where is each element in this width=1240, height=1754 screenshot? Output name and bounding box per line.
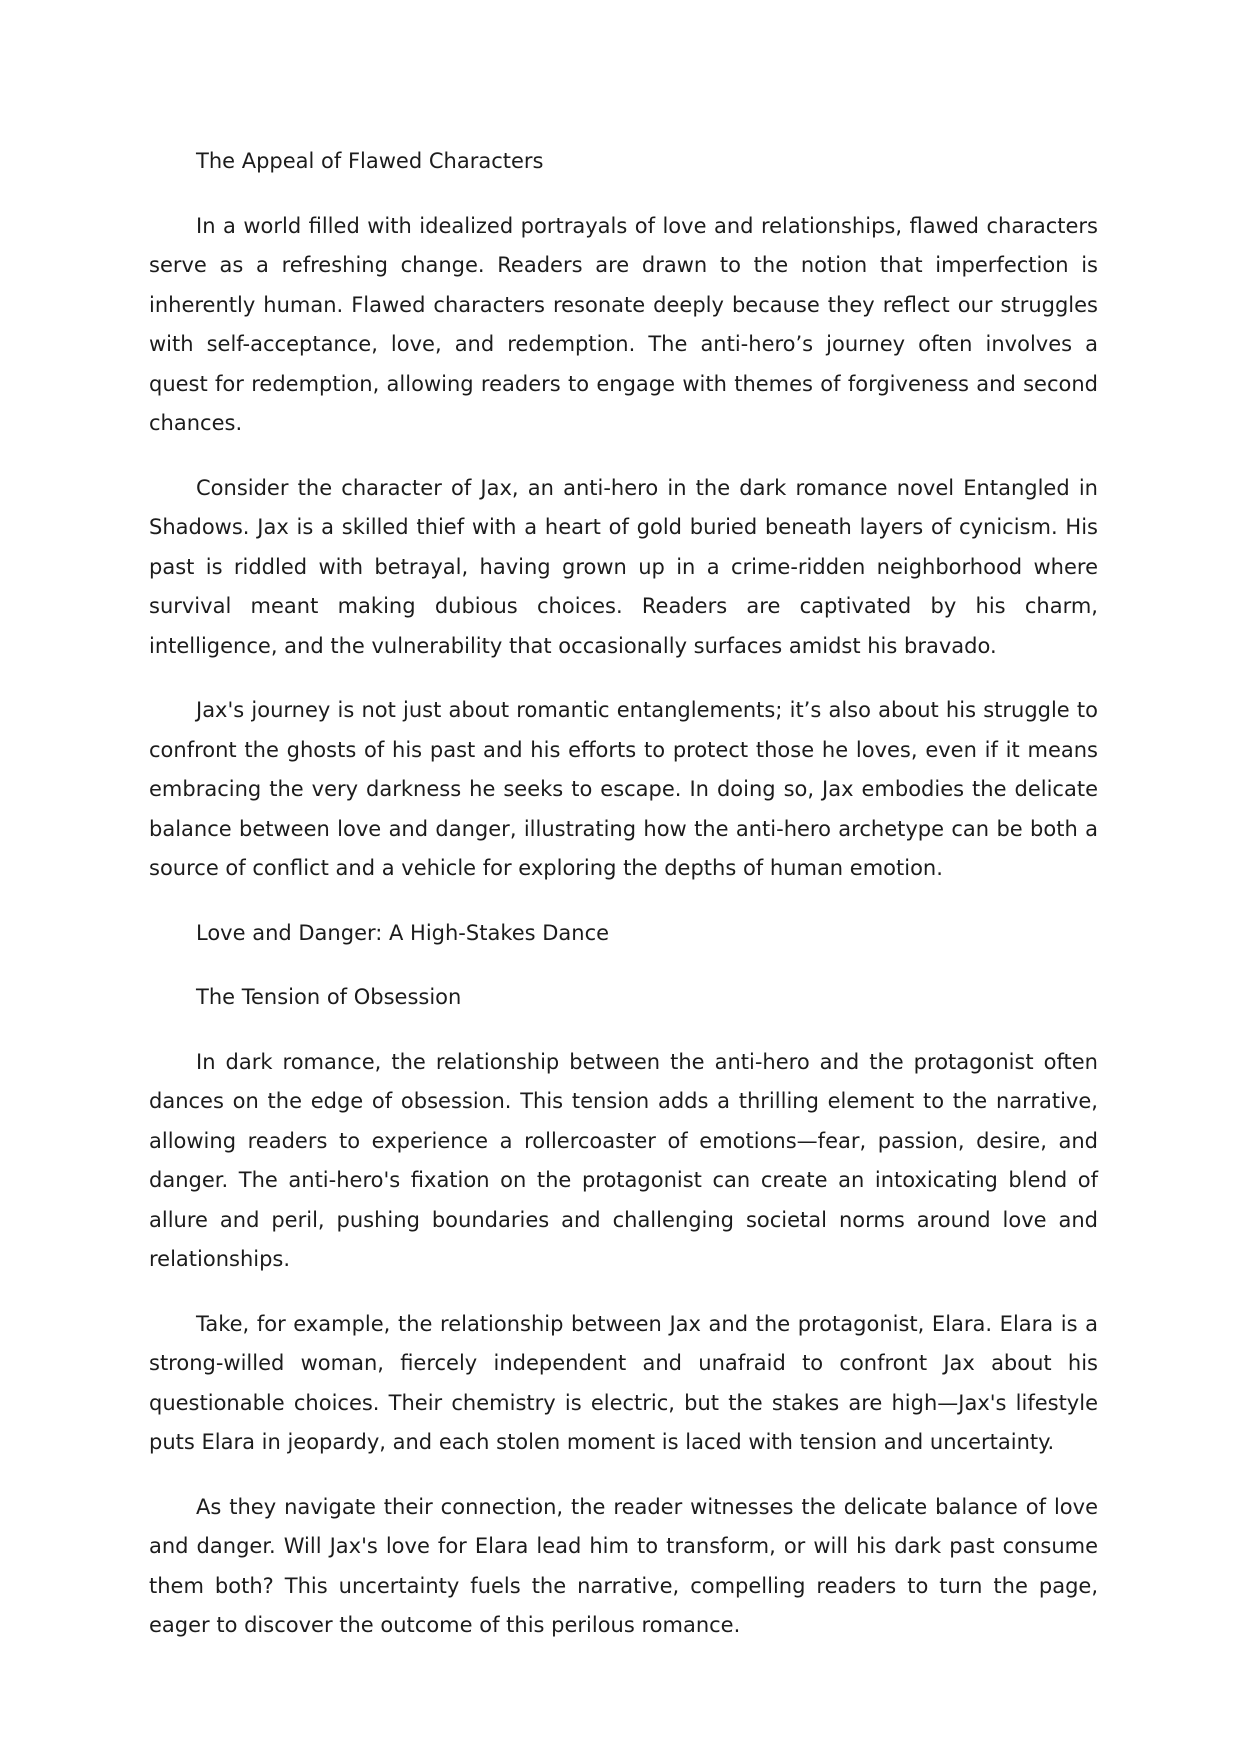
paragraph-flawed-characters: In a world filled with idealized portrayals of love and relationships, flawed characters serve as a refreshing change. Readers are drawn to the notion that imperfection is inherently human. Flawed characters resonate deeply because they reflect our struggles with self-acceptance, love, and redemption. The anti-hero’s journey often involves a quest for redemption, allowing readers to engage with themes of forgiveness and second chances. [149, 213, 1098, 435]
paragraph-jax-character: Consider the character of Jax, an anti-hero in the dark romance novel Entangled in Shadows. Jax is a skilled thief with a heart of gold buried beneath layers of cynicism. His past is riddled with betrayal, having grown up in a crime-ridden neighborhood where survival meant making dubious choices. Readers are captivated by his charm, intelligence, and the vulnerability that occasionally surfaces amidst his bravado. [149, 475, 1098, 658]
section-heading-flawed-characters: The Appeal of Flawed Characters [196, 149, 544, 173]
paragraph-delicate-balance: As they navigate their connection, the reader witnesses the delicate balance of love and danger. Will Jax's love for Elara lead him to transform, or will his dark past consume them both? This uncertainty fuels the narrative, compelling readers to turn the page, eager to discover the outcome of this perilous romance. [149, 1494, 1098, 1637]
section-heading-tension-of-obsession: The Tension of Obsession [196, 985, 462, 1009]
document-page [149, 142, 1098, 1671]
paragraph-jax-journey: Jax's journey is not just about romantic entanglements; it’s also about his struggle to confront the ghosts of his past and his efforts to protect those he loves, even if it means embracing the very darkness he seeks to escape. In doing so, Jax embodies the delicate balance between love and danger, illustrating how the anti-hero archetype can be both a source of conflict and a vehicle for exploring the depths of human emotion. [149, 698, 1098, 880]
paragraph-jax-and-elara: Take, for example, the relationship between Jax and the protagonist, Elara. Elara is a strong-willed woman, fiercely independent and unafraid to confront Jax about his questionable choices. Their chemistry is electric, but the stakes are high—Jax's lifestyle puts Elara in jeopardy, and each stolen moment is laced with tension and uncertainty. [149, 1311, 1098, 1454]
paragraph-obsession: In dark romance, the relationship between the anti-hero and the protagonist often dances on the edge of obsession. This tension adds a thrilling element to the narrative, allowing readers to experience a rollercoaster of emotions—fear, passion, desire, and danger. The anti-hero's fixation on the protagonist can create an intoxicating blend of allure and peril, pushing boundaries and challenging societal norms around love and relationships. [149, 1049, 1098, 1271]
section-heading-love-and-danger: Love and Danger: A High-Stakes Dance [196, 920, 610, 945]
